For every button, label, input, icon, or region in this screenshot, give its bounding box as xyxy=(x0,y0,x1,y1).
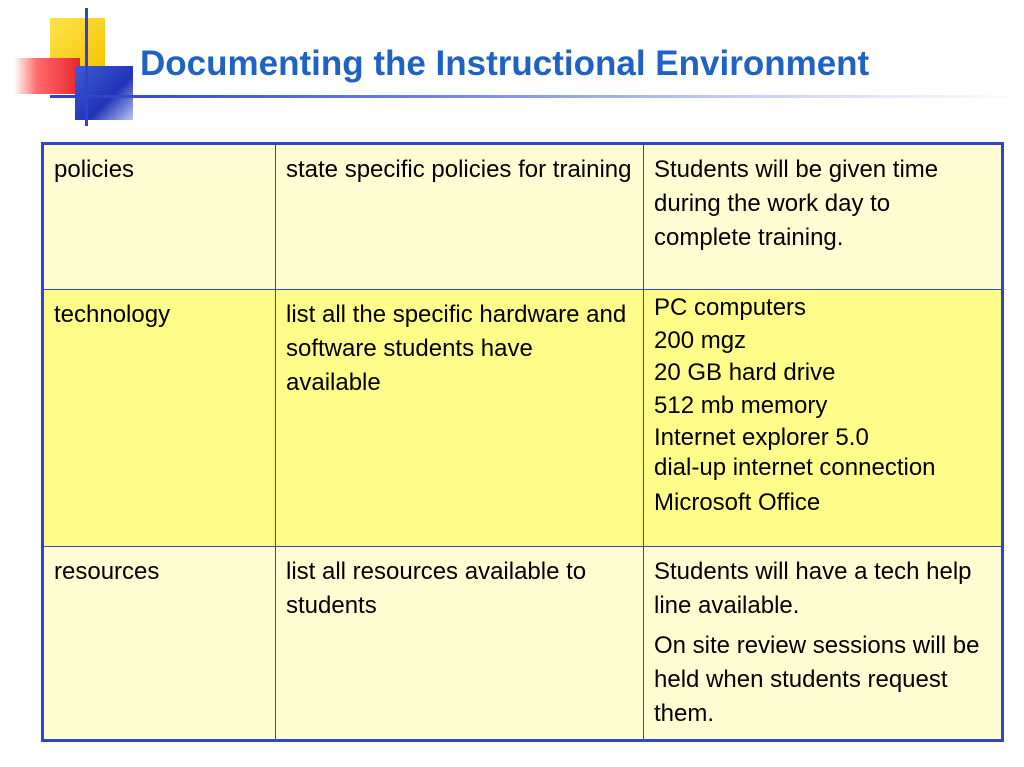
list-item: dial-up internet connection xyxy=(654,453,936,481)
red-bar xyxy=(14,58,80,94)
table-row xyxy=(43,547,1003,741)
table-row xyxy=(43,290,1003,547)
decorative-logo xyxy=(0,0,140,130)
list-item: PC computers xyxy=(654,294,807,321)
paragraph: Students will have a tech help line available. xyxy=(654,558,972,619)
row-example: Students will be given time during the work day to complete training. xyxy=(644,144,1003,290)
title-underline xyxy=(88,95,1024,98)
row-description: state specific policies for training xyxy=(276,144,644,290)
row-category: policies xyxy=(43,144,276,290)
row-example xyxy=(644,290,1003,547)
vertical-rule xyxy=(85,8,88,126)
row-example xyxy=(644,547,1003,741)
row-description: list all the specific hardware and software students have available xyxy=(276,290,644,547)
list-item: 20 GB hard drive xyxy=(654,359,836,386)
list-item: Microsoft Office xyxy=(654,488,821,516)
table-row xyxy=(43,144,1003,290)
blue-square xyxy=(75,66,133,120)
environment-table xyxy=(41,142,1004,742)
row-category: technology xyxy=(43,290,276,547)
list-item: 200 mgz xyxy=(654,326,747,354)
row-description: list all resources available to students xyxy=(276,547,644,741)
list-item: Internet explorer 5.0 xyxy=(654,424,869,451)
paragraph: On site review sessions will be held when students request them. xyxy=(654,632,980,727)
row-category: resources xyxy=(43,547,276,741)
list-item: 512 mb memory xyxy=(654,391,828,419)
slide-title: Documenting the Instructional Environment xyxy=(140,44,870,83)
